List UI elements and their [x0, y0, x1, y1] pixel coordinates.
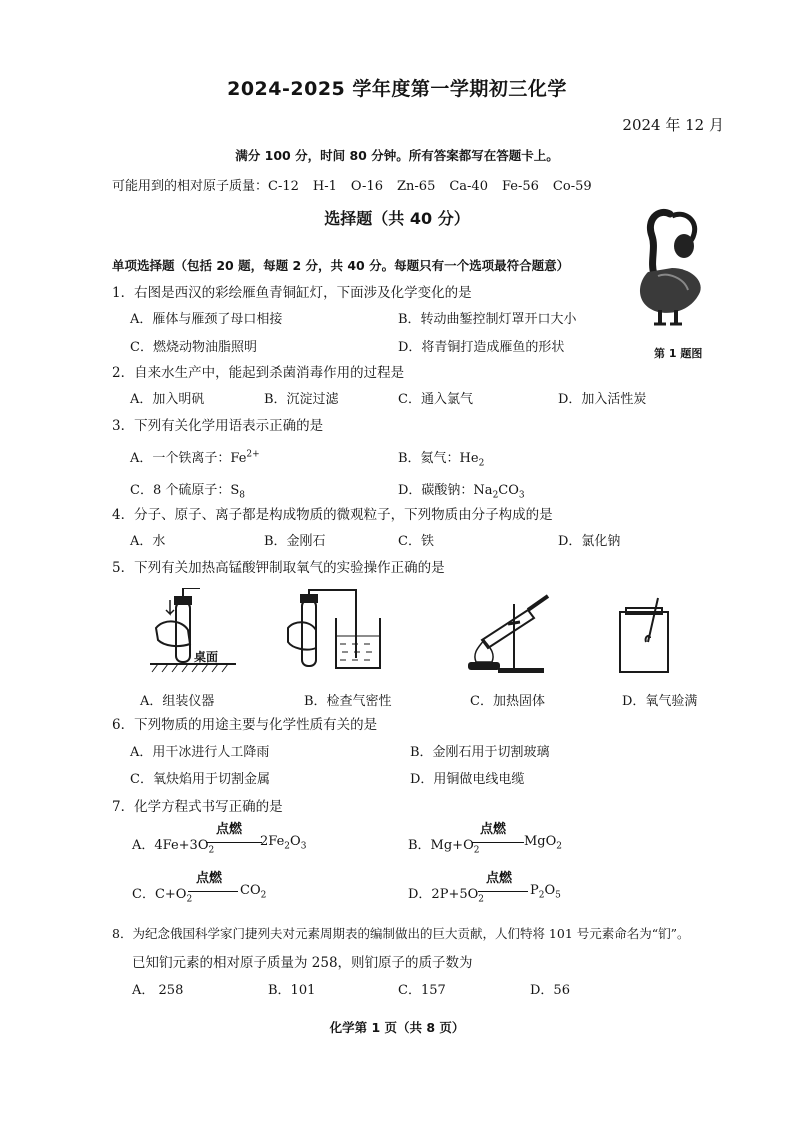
q7-d-equals-line: [478, 891, 528, 892]
q7-option-d-left: [408, 883, 484, 905]
q7-c-prod-sub: 2: [260, 890, 267, 901]
q7-a-equals-line: [206, 842, 262, 843]
q8-stem-line1: 8．为纪念俄国科学家门捷列夫对元素周期表的编制做出的巨大贡献，人们特将 101 号元素命名为“钔”。: [112, 926, 690, 941]
q3-a-text: A．一个铁离子：Fe: [130, 451, 247, 466]
q7-b-prod-sub: 2: [556, 841, 563, 852]
q7-d-prod-o: O: [544, 883, 556, 898]
q4-stem: 4．分子、原子、离子都是构成物质的微观粒子，下列物质由分子构成的是: [112, 507, 553, 523]
figure1-caption: 第 1 题图: [654, 347, 703, 360]
q1-option-d: D．将青铜打造成雁鱼的形状: [398, 340, 565, 355]
q3-c-subscript: 8: [239, 490, 245, 501]
q4-option-b: B．金刚石: [264, 534, 326, 549]
q1-option-a: A．雁体与雁颈了母口相接: [130, 312, 283, 327]
q5-stem: 5．下列有关加热高锰酸钾制取氧气的实验操作正确的是: [112, 560, 445, 576]
q7-d-sub: 2: [478, 894, 484, 905]
q7-c-equals-line: [188, 891, 238, 892]
q1-option-c: C．燃烧动物油脂照明: [130, 340, 257, 355]
q3-b-subscript: 2: [478, 458, 485, 469]
q7-a-product: 2Fe: [260, 834, 285, 849]
q1-stem: 1．右图是西汉的彩绘雁鱼青铜缸灯，下面涉及化学变化的是: [112, 285, 472, 301]
q7-d-prod-sub1: 2: [538, 890, 545, 901]
q6-option-a: A．用干冰进行人工降雨: [130, 745, 270, 760]
q5-figure-b-airtight: [284, 588, 394, 680]
q3-d-mid: CO: [498, 483, 519, 498]
q5-figure-d-oxygen-test: [612, 594, 682, 678]
q5-option-c: C．加热固体: [470, 694, 545, 709]
q6-option-b: B．金刚石用于切割玻璃: [410, 745, 550, 760]
q8-stem-line2: 已知钔元素的相对原子质量为 258，则钔原子的质子数为: [132, 955, 473, 971]
exam-instructions: 满分 100 分，时间 80 分钟。所有答案都写在答题卡上。: [235, 148, 559, 163]
q7-option-b-right: [524, 834, 562, 852]
goose-fish-lamp-figure: [628, 206, 718, 331]
q7-a-prod-sub1: 2: [284, 841, 291, 852]
q7-b-sub: 2: [473, 845, 480, 856]
q7-option-a-right: [260, 834, 306, 852]
q7-d-condition: 点燃: [486, 871, 513, 886]
q5-option-a: A．组装仪器: [140, 694, 215, 709]
atomic-mass-item: Zn-65: [397, 179, 436, 194]
q3-option-b: [398, 447, 484, 469]
q7-b-product: MgO: [524, 834, 557, 849]
q8-option-d: D．56: [530, 983, 570, 998]
q3-stem: 3．下列有关化学用语表示正确的是: [112, 418, 324, 434]
atomic-mass-item: Ca-40: [449, 179, 488, 194]
q4-option-a: A．水: [130, 534, 166, 549]
exam-title: 2024-2025 学年度第一学期初三化学: [227, 78, 567, 100]
q2-option-a: A．加入明矾: [130, 392, 205, 407]
q7-d-product: P: [530, 883, 539, 898]
q5-figure-a-assemble: [148, 588, 238, 678]
q3-b-text: B．氦气：He: [398, 451, 479, 466]
q7-a-prod-o: O: [290, 834, 301, 849]
q4-option-c: C．铁: [398, 534, 434, 549]
q7-option-c-left: [132, 883, 192, 905]
atomic-masses: [112, 175, 606, 194]
q3-d-sub2: 3: [518, 490, 525, 501]
q7-c-product: CO: [240, 883, 261, 898]
q3-d-sub1: 2: [492, 490, 499, 501]
q7-b-equals-line: [472, 842, 524, 843]
q1-option-b: B．转动曲錾控制灯罩开口大小: [398, 312, 577, 327]
q2-option-c: C．通入氯气: [398, 392, 473, 407]
q8-option-c: C．157: [398, 983, 446, 998]
q7-a-sub: 2: [208, 845, 215, 856]
atomic-masses-label: 可能用到的相对原子质量：: [112, 179, 269, 194]
q6-option-d: D．用铜做电线电缆: [410, 772, 525, 787]
q4-option-d: D．氯化钠: [558, 534, 621, 549]
q7-c-reactants: C．C+O: [132, 887, 187, 902]
atomic-mass-item: H-1: [312, 179, 337, 194]
q6-option-c: C．氧炔焰用于切割金属: [130, 772, 270, 787]
exam-date: 2024 年 12 月: [622, 116, 724, 134]
q7-option-d-right: [530, 883, 561, 901]
q2-stem: 2．自来水生产中，能起到杀菌消毒作用的过程是: [112, 365, 405, 381]
q7-b-condition: 点燃: [480, 822, 507, 837]
q7-option-b-left: [408, 834, 479, 856]
q7-option-a-left: [132, 834, 214, 856]
q7-option-c-right: [240, 883, 266, 901]
q7-c-condition: 点燃: [196, 871, 223, 886]
q3-c-text: C．8 个硫原子：S: [130, 483, 240, 498]
atomic-mass-item: Fe-56: [501, 179, 539, 194]
q7-c-sub: 2: [186, 894, 193, 905]
q3-option-c: [130, 479, 245, 501]
atomic-mass-item: C-12: [268, 179, 299, 194]
q3-a-charge: 2+: [246, 449, 260, 460]
atomic-mass-item: O-16: [350, 179, 383, 194]
q5-option-d: D．氧气验满: [622, 694, 698, 709]
q5-table-label: 桌面: [194, 650, 219, 664]
q3-option-a: [130, 447, 260, 466]
q7-b-reactants: B．Mg+O: [408, 838, 474, 853]
section-note: 单项选择题（包括 20 题，每题 2 分，共 40 分。每题只有一个选项最符合题意）: [112, 258, 570, 273]
page-footer: 化学第 1 页（共 8 页）: [329, 1020, 465, 1035]
q6-stem: 6．下列物质的用途主要与化学性质有关的是: [112, 717, 378, 733]
q2-option-b: B．沉淀过滤: [264, 392, 339, 407]
q7-d-reactants: D．2P+5O: [408, 887, 479, 902]
q7-a-reactants: A．4Fe+3O: [132, 838, 209, 853]
q7-a-prod-sub2: 3: [300, 841, 307, 852]
atomic-mass-item: Co-59: [552, 179, 592, 194]
q8-option-b: B．101: [268, 983, 316, 998]
q3-option-d: [398, 479, 525, 501]
q5-figure-c-heating: [458, 584, 558, 678]
section-title: 选择题（共 40 分）: [324, 209, 470, 228]
q7-stem: 7．化学方程式书写正确的是: [112, 799, 283, 815]
q3-d-text: D．碳酸钠：Na: [398, 483, 493, 498]
q2-option-d: D．加入活性炭: [558, 392, 647, 407]
q8-option-a: A． 258: [132, 983, 184, 998]
q7-d-prod-sub2: 5: [555, 890, 561, 901]
q5-option-b: B．检查气密性: [304, 694, 392, 709]
q7-a-condition: 点燃: [216, 822, 243, 837]
